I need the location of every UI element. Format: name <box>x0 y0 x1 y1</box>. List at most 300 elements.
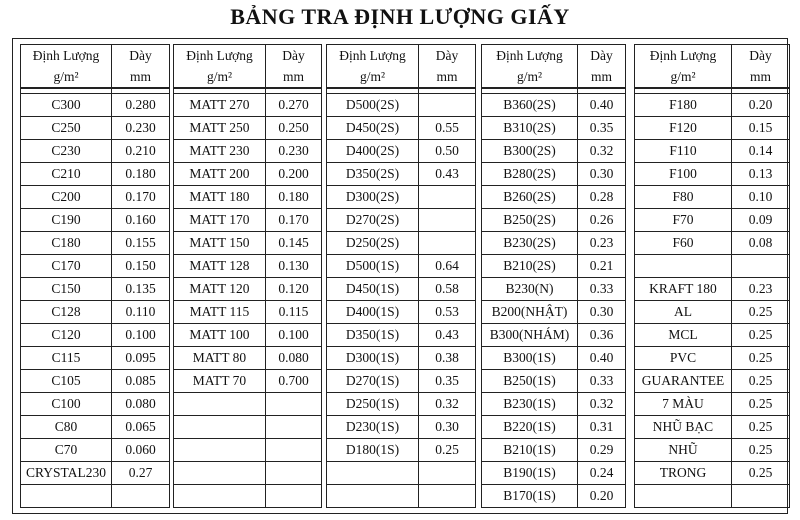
thickness-cell: 0.58 <box>419 278 476 301</box>
thickness-cell: 0.170 <box>112 186 170 209</box>
paper-grade-cell: D250(1S) <box>327 393 419 416</box>
paper-grade-cell: B260(2S) <box>482 186 578 209</box>
table-row <box>174 232 322 255</box>
thickness-cell: 0.250 <box>266 117 322 140</box>
thickness-cell: 0.230 <box>266 140 322 163</box>
paper-grade-cell: C80 <box>21 416 112 439</box>
paper-grade-cell: B210(2S) <box>482 255 578 278</box>
table-row <box>327 416 476 439</box>
header-thickness-label: Dày <box>578 45 626 67</box>
header-thickness-label: Dày <box>112 45 170 67</box>
thickness-cell: 0.150 <box>112 255 170 278</box>
table-row <box>21 209 170 232</box>
paper-grade-cell: B300(NHÁM) <box>482 324 578 347</box>
table-row <box>21 186 170 209</box>
table-row <box>635 439 790 462</box>
thickness-cell: 0.145 <box>266 232 322 255</box>
thickness-cell: 0.15 <box>732 117 790 140</box>
paper-grade-cell: D500(1S) <box>327 255 419 278</box>
thickness-cell: 0.13 <box>732 163 790 186</box>
thickness-cell: 0.40 <box>578 94 626 117</box>
thickness-cell <box>266 416 322 439</box>
table-row <box>327 324 476 347</box>
thickness-cell: 0.53 <box>419 301 476 324</box>
header-row <box>21 45 170 67</box>
thickness-cell: 0.120 <box>266 278 322 301</box>
thickness-cell: 0.43 <box>419 163 476 186</box>
paper-grade-cell: PVC <box>635 347 732 370</box>
header-weight-label: Định Lượng <box>21 45 112 67</box>
header-thickness-label: Dày <box>266 45 322 67</box>
table-row <box>327 393 476 416</box>
table-row <box>327 485 476 508</box>
paper-grade-cell <box>174 485 266 508</box>
table-row <box>174 485 322 508</box>
thickness-cell: 0.25 <box>732 370 790 393</box>
table-row <box>327 163 476 186</box>
thickness-cell: 0.080 <box>112 393 170 416</box>
header-weight-label: Định Lượng <box>174 45 266 67</box>
table-row <box>174 347 322 370</box>
paper-grade-cell: F120 <box>635 117 732 140</box>
table-row <box>174 140 322 163</box>
table-row <box>327 278 476 301</box>
unit-row <box>635 66 790 88</box>
thickness-cell: 0.32 <box>419 393 476 416</box>
unit-row <box>174 66 322 88</box>
paper-grade-cell: B310(2S) <box>482 117 578 140</box>
paper-grade-cell: MATT 115 <box>174 301 266 324</box>
thickness-cell <box>419 209 476 232</box>
table-row <box>21 140 170 163</box>
table-row <box>635 94 790 117</box>
paper-grade-cell: C200 <box>21 186 112 209</box>
thickness-cell: 0.25 <box>732 347 790 370</box>
table-row <box>327 232 476 255</box>
thickness-cell: 0.280 <box>112 94 170 117</box>
paper-grade-cell <box>174 393 266 416</box>
thickness-cell <box>732 485 790 508</box>
paper-grade-cell: C128 <box>21 301 112 324</box>
thickness-cell: 0.24 <box>578 462 626 485</box>
paper-grade-cell: MATT 170 <box>174 209 266 232</box>
table-row <box>327 301 476 324</box>
paper-grade-cell: C180 <box>21 232 112 255</box>
unit-weight-label: g/m² <box>482 66 578 88</box>
paper-grade-cell: C115 <box>21 347 112 370</box>
paper-grade-cell: F100 <box>635 163 732 186</box>
paper-grade-cell: B300(1S) <box>482 347 578 370</box>
thickness-cell: 0.085 <box>112 370 170 393</box>
paper-grade-cell: C300 <box>21 94 112 117</box>
header-row <box>482 45 626 67</box>
thickness-cell: 0.180 <box>266 186 322 209</box>
paper-grade-cell: B280(2S) <box>482 163 578 186</box>
paper-grade-cell: F80 <box>635 186 732 209</box>
thickness-cell: 0.43 <box>419 324 476 347</box>
thickness-cell <box>266 485 322 508</box>
table-row <box>482 94 626 117</box>
header-thickness-label: Dày <box>419 45 476 67</box>
paper-grade-cell: D500(2S) <box>327 94 419 117</box>
table-row <box>482 117 626 140</box>
thickness-cell: 0.10 <box>732 186 790 209</box>
paper-grade-cell: C100 <box>21 393 112 416</box>
unit-weight-label: g/m² <box>21 66 112 88</box>
unit-thickness-label: mm <box>578 66 626 88</box>
thickness-cell: 0.27 <box>112 462 170 485</box>
table-row <box>482 393 626 416</box>
table-row <box>21 462 170 485</box>
paper-grade-cell: F70 <box>635 209 732 232</box>
paper-grade-cell: D180(1S) <box>327 439 419 462</box>
paper-grade-cell: 7 MÀU <box>635 393 732 416</box>
table-row <box>327 209 476 232</box>
table-row <box>635 117 790 140</box>
thickness-cell <box>732 255 790 278</box>
table-row <box>21 94 170 117</box>
paper-grade-cell: C170 <box>21 255 112 278</box>
table-row <box>174 462 322 485</box>
table-row <box>174 278 322 301</box>
thickness-cell: 0.210 <box>112 140 170 163</box>
thickness-cell: 0.35 <box>419 370 476 393</box>
header-row <box>327 45 476 67</box>
paper-grade-cell: TRONG <box>635 462 732 485</box>
paper-grade-cell: C105 <box>21 370 112 393</box>
paper-grade-cell: B170(1S) <box>482 485 578 508</box>
table-row <box>482 278 626 301</box>
paper-grade-cell: B220(1S) <box>482 416 578 439</box>
table-row <box>21 163 170 186</box>
table-row <box>327 462 476 485</box>
thickness-cell: 0.180 <box>112 163 170 186</box>
unit-weight-label: g/m² <box>635 66 732 88</box>
table-row <box>21 301 170 324</box>
table-row <box>482 301 626 324</box>
unit-weight-label: g/m² <box>327 66 419 88</box>
paper-grade-cell: C230 <box>21 140 112 163</box>
thickness-cell: 0.270 <box>266 94 322 117</box>
thickness-cell: 0.30 <box>578 163 626 186</box>
table-row <box>327 439 476 462</box>
header-row <box>635 45 790 67</box>
paper-grade-cell: C120 <box>21 324 112 347</box>
paper-grade-cell: B360(2S) <box>482 94 578 117</box>
thickness-cell: 0.20 <box>732 94 790 117</box>
paper-grade-cell: D270(1S) <box>327 370 419 393</box>
paper-table-4 <box>481 44 626 508</box>
thickness-cell: 0.080 <box>266 347 322 370</box>
table-row <box>21 232 170 255</box>
thickness-cell: 0.08 <box>732 232 790 255</box>
paper-grade-cell: MATT 250 <box>174 117 266 140</box>
paper-grade-cell: D400(2S) <box>327 140 419 163</box>
table-row <box>635 393 790 416</box>
thickness-cell: 0.25 <box>732 393 790 416</box>
paper-grade-cell <box>635 485 732 508</box>
thickness-cell: 0.25 <box>732 416 790 439</box>
thickness-cell: 0.110 <box>112 301 170 324</box>
table-row <box>327 255 476 278</box>
thickness-cell: 0.095 <box>112 347 170 370</box>
paper-grade-cell: D400(1S) <box>327 301 419 324</box>
table-row <box>635 278 790 301</box>
unit-thickness-label: mm <box>266 66 322 88</box>
table-row <box>327 370 476 393</box>
table-row <box>327 347 476 370</box>
table-row <box>21 347 170 370</box>
thickness-cell: 0.36 <box>578 324 626 347</box>
paper-grade-cell: MATT 150 <box>174 232 266 255</box>
paper-grade-cell: D270(2S) <box>327 209 419 232</box>
thickness-cell <box>266 462 322 485</box>
table-row <box>174 255 322 278</box>
thickness-cell: 0.100 <box>112 324 170 347</box>
paper-grade-cell: B190(1S) <box>482 462 578 485</box>
table-row <box>327 94 476 117</box>
unit-row <box>327 66 476 88</box>
paper-grade-cell: C190 <box>21 209 112 232</box>
paper-grade-cell: D450(2S) <box>327 117 419 140</box>
paper-grade-cell: MATT 128 <box>174 255 266 278</box>
table-row <box>482 370 626 393</box>
thickness-cell: 0.14 <box>732 140 790 163</box>
paper-grade-cell: D230(1S) <box>327 416 419 439</box>
paper-grade-cell: B300(2S) <box>482 140 578 163</box>
thickness-cell: 0.28 <box>578 186 626 209</box>
thickness-cell: 0.25 <box>419 439 476 462</box>
paper-table-1 <box>20 44 170 508</box>
thickness-cell: 0.50 <box>419 140 476 163</box>
table-row <box>174 163 322 186</box>
thickness-cell: 0.29 <box>578 439 626 462</box>
table-row <box>21 485 170 508</box>
paper-grade-cell: B230(2S) <box>482 232 578 255</box>
paper-grade-cell: D350(1S) <box>327 324 419 347</box>
paper-grade-cell: D300(1S) <box>327 347 419 370</box>
thickness-cell <box>266 393 322 416</box>
paper-grade-cell: AL <box>635 301 732 324</box>
table-row <box>635 324 790 347</box>
table-row <box>327 186 476 209</box>
paper-grade-cell: F180 <box>635 94 732 117</box>
table-row <box>482 485 626 508</box>
paper-grade-cell: C250 <box>21 117 112 140</box>
thickness-cell: 0.200 <box>266 163 322 186</box>
paper-grade-cell: MATT 230 <box>174 140 266 163</box>
paper-grade-cell: C210 <box>21 163 112 186</box>
paper-grade-cell: MCL <box>635 324 732 347</box>
unit-thickness-label: mm <box>112 66 170 88</box>
table-row <box>482 416 626 439</box>
table-row <box>482 163 626 186</box>
table-row <box>21 439 170 462</box>
thickness-cell: 0.160 <box>112 209 170 232</box>
table-row <box>174 301 322 324</box>
table-row <box>635 163 790 186</box>
thickness-cell: 0.115 <box>266 301 322 324</box>
paper-grade-cell: NHŨ BẠC <box>635 416 732 439</box>
table-row <box>482 186 626 209</box>
table-row <box>635 485 790 508</box>
table-row <box>21 324 170 347</box>
thickness-cell: 0.25 <box>732 324 790 347</box>
paper-grade-cell: CRYSTAL230 <box>21 462 112 485</box>
table-row <box>482 439 626 462</box>
paper-grade-cell: B250(2S) <box>482 209 578 232</box>
table-row <box>327 140 476 163</box>
thickness-cell: 0.21 <box>578 255 626 278</box>
paper-grade-cell: F110 <box>635 140 732 163</box>
table-row <box>482 324 626 347</box>
paper-grade-cell <box>174 416 266 439</box>
unit-weight-label: g/m² <box>174 66 266 88</box>
paper-table-5 <box>634 44 790 508</box>
table-row <box>174 209 322 232</box>
table-row <box>635 232 790 255</box>
table-row <box>21 278 170 301</box>
paper-grade-cell: B230(N) <box>482 278 578 301</box>
paper-grade-cell: F60 <box>635 232 732 255</box>
thickness-cell: 0.135 <box>112 278 170 301</box>
table-row <box>21 117 170 140</box>
thickness-cell: 0.065 <box>112 416 170 439</box>
thickness-cell: 0.64 <box>419 255 476 278</box>
table-row <box>482 140 626 163</box>
table-row <box>174 370 322 393</box>
paper-grade-cell <box>174 462 266 485</box>
table-row <box>482 462 626 485</box>
paper-grade-cell: B210(1S) <box>482 439 578 462</box>
thickness-cell <box>112 485 170 508</box>
table-row <box>635 462 790 485</box>
paper-grade-cell <box>635 255 732 278</box>
table-row <box>635 347 790 370</box>
table-row <box>174 416 322 439</box>
thickness-cell <box>419 186 476 209</box>
paper-grade-cell <box>21 485 112 508</box>
table-row <box>635 255 790 278</box>
thickness-cell <box>419 232 476 255</box>
header-row <box>174 45 322 67</box>
paper-grade-cell: B230(1S) <box>482 393 578 416</box>
thickness-cell: 0.31 <box>578 416 626 439</box>
paper-grade-cell: MATT 100 <box>174 324 266 347</box>
paper-grade-cell: D450(1S) <box>327 278 419 301</box>
table-row <box>174 94 322 117</box>
paper-grade-cell: C70 <box>21 439 112 462</box>
table-row <box>174 324 322 347</box>
thickness-cell: 0.32 <box>578 140 626 163</box>
paper-grade-cell: GUARANTEE <box>635 370 732 393</box>
table-row <box>174 186 322 209</box>
paper-grade-cell: D250(2S) <box>327 232 419 255</box>
table-row <box>21 393 170 416</box>
thickness-cell: 0.33 <box>578 278 626 301</box>
paper-grade-cell <box>327 485 419 508</box>
table-row <box>635 140 790 163</box>
table-row <box>21 370 170 393</box>
paper-grade-cell <box>174 439 266 462</box>
unit-row <box>21 66 170 88</box>
thickness-cell <box>266 439 322 462</box>
table-row <box>21 416 170 439</box>
page-title: BẢNG TRA ĐỊNH LƯỢNG GIẤY <box>230 4 570 29</box>
table-row <box>21 255 170 278</box>
thickness-cell: 0.09 <box>732 209 790 232</box>
unit-thickness-label: mm <box>419 66 476 88</box>
thickness-cell <box>419 94 476 117</box>
paper-grade-cell <box>327 462 419 485</box>
thickness-cell: 0.38 <box>419 347 476 370</box>
thickness-cell: 0.26 <box>578 209 626 232</box>
thickness-cell: 0.20 <box>578 485 626 508</box>
table-row <box>174 393 322 416</box>
paper-grade-cell: MATT 270 <box>174 94 266 117</box>
header-thickness-label: Dày <box>732 45 790 67</box>
header-weight-label: Định Lượng <box>635 45 732 67</box>
table-row <box>327 117 476 140</box>
thickness-cell: 0.33 <box>578 370 626 393</box>
thickness-cell: 0.30 <box>578 301 626 324</box>
table-row <box>635 301 790 324</box>
header-weight-label: Định Lượng <box>482 45 578 67</box>
unit-row <box>482 66 626 88</box>
table-row <box>482 347 626 370</box>
paper-grade-cell: D300(2S) <box>327 186 419 209</box>
paper-grade-cell: MATT 180 <box>174 186 266 209</box>
thickness-cell: 0.23 <box>578 232 626 255</box>
paper-grade-cell: MATT 200 <box>174 163 266 186</box>
thickness-cell: 0.35 <box>578 117 626 140</box>
table-row <box>174 117 322 140</box>
paper-grade-cell: B200(NHẬT) <box>482 301 578 324</box>
table-row <box>635 416 790 439</box>
thickness-cell: 0.30 <box>419 416 476 439</box>
thickness-cell: 0.40 <box>578 347 626 370</box>
thickness-cell: 0.170 <box>266 209 322 232</box>
thickness-cell <box>419 485 476 508</box>
table-row <box>635 186 790 209</box>
thickness-cell: 0.130 <box>266 255 322 278</box>
table-row <box>482 209 626 232</box>
thickness-cell: 0.060 <box>112 439 170 462</box>
thickness-cell: 0.230 <box>112 117 170 140</box>
thickness-cell <box>419 462 476 485</box>
paper-grade-cell: MATT 70 <box>174 370 266 393</box>
thickness-cell: 0.55 <box>419 117 476 140</box>
thickness-cell: 0.25 <box>732 301 790 324</box>
unit-thickness-label: mm <box>732 66 790 88</box>
table-row <box>635 370 790 393</box>
paper-grade-cell: MATT 80 <box>174 347 266 370</box>
paper-grade-cell: MATT 120 <box>174 278 266 301</box>
thickness-cell: 0.25 <box>732 462 790 485</box>
table-row <box>174 439 322 462</box>
thickness-cell: 0.155 <box>112 232 170 255</box>
table-row <box>482 232 626 255</box>
thickness-cell: 0.32 <box>578 393 626 416</box>
paper-table-3 <box>326 44 476 508</box>
table-row <box>635 209 790 232</box>
thickness-cell: 0.100 <box>266 324 322 347</box>
thickness-cell: 0.700 <box>266 370 322 393</box>
thickness-cell: 0.23 <box>732 278 790 301</box>
header-weight-label: Định Lượng <box>327 45 419 67</box>
paper-grade-cell: D350(2S) <box>327 163 419 186</box>
paper-grade-cell: C150 <box>21 278 112 301</box>
